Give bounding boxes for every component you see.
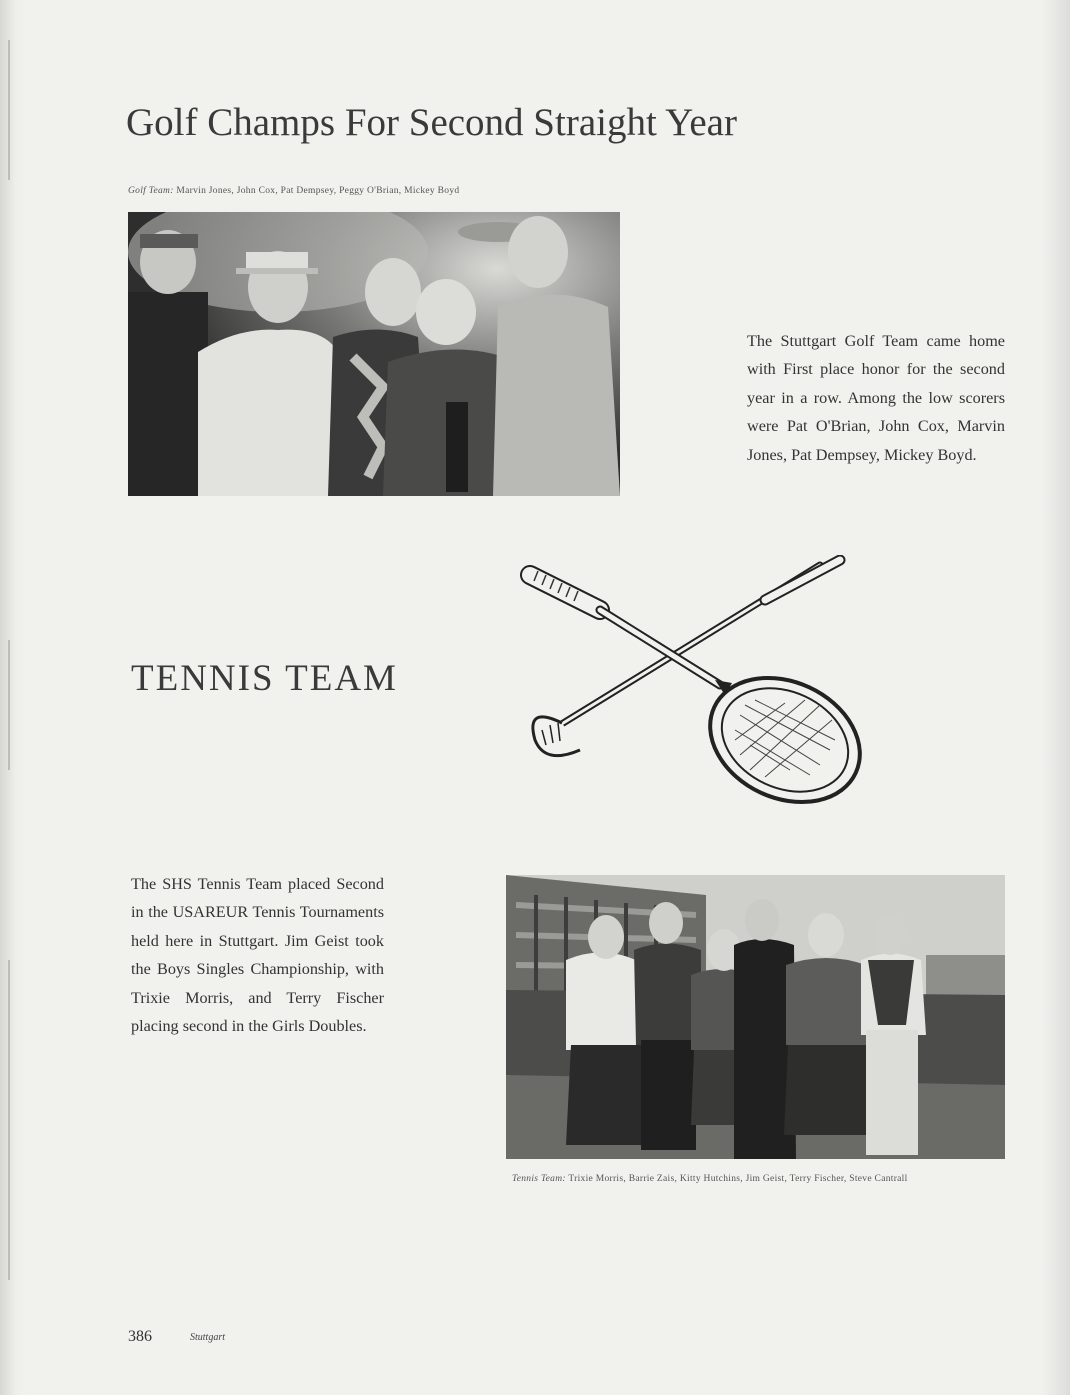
tennis-body-text: The SHS Tennis Team placed Second in the USAREUR Tennis Tournaments held here in Stuttgart. Jim Geist took the Boys Singles Championship, with Trixie Morris, and Terry Fischer placing second in the Girls Doubles. bbox=[131, 875, 384, 1036]
golf-photo-caption bbox=[128, 186, 459, 196]
page-number: 386 bbox=[128, 1328, 152, 1345]
golf-caption-names: Marvin Jones, John Cox, Pat Dempsey, Peggy O'Brian, Mickey Boyd bbox=[176, 186, 460, 196]
golf-club-tennis-racket-illustration bbox=[520, 555, 870, 815]
tennis-heading: TENNIS TEAM bbox=[131, 658, 398, 699]
spine-mark bbox=[8, 640, 10, 770]
tennis-team-photo bbox=[506, 875, 1005, 1159]
spine-mark bbox=[8, 40, 10, 180]
tennis-photo-caption bbox=[512, 1174, 908, 1184]
golf-body-text: The Stuttgart Golf Team came home with First place honor for the second year in a row. Among the low scorers were Pat O'Brian, John Cox, Marvin Jones, Pat Dempsey, Mickey Boyd. bbox=[747, 332, 1005, 464]
tennis-caption-names: Trixie Morris, Barrie Zais, Kitty Hutchins, Jim Geist, Terry Fischer, Steve Cantrall bbox=[568, 1174, 908, 1184]
page-spine-shadow bbox=[0, 0, 26, 1395]
golf-team-photo bbox=[128, 212, 620, 496]
page-edge-shadow bbox=[1042, 0, 1070, 1395]
golf-heading: Golf Champs For Second Straight Year bbox=[126, 101, 737, 144]
golf-caption-label: Golf Team: bbox=[128, 186, 174, 196]
tennis-caption-label: Tennis Team: bbox=[512, 1174, 566, 1184]
spine-mark bbox=[8, 960, 10, 1280]
footer-school-name: Stuttgart bbox=[190, 1332, 226, 1343]
